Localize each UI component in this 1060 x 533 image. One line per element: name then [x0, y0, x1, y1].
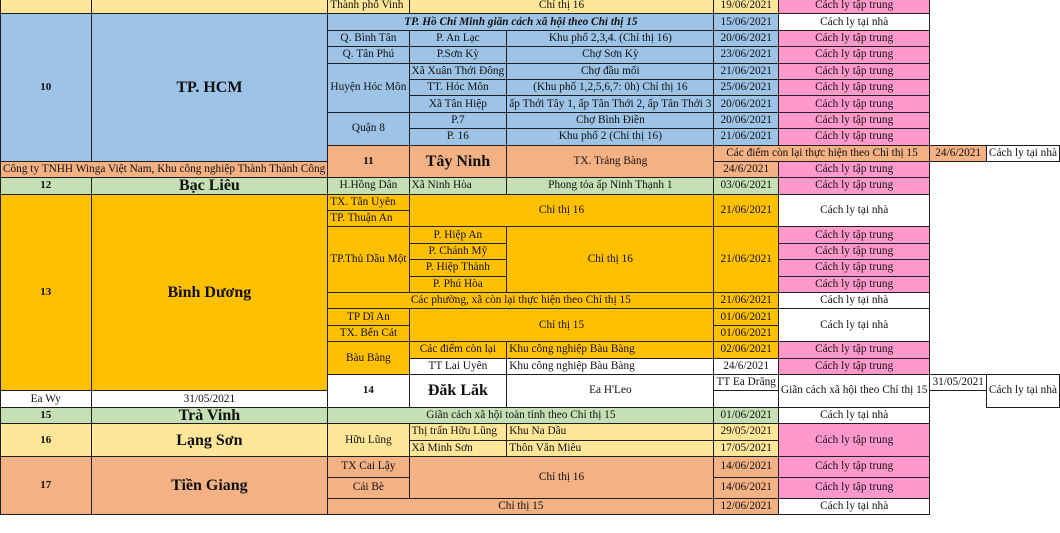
- province-number: 12: [1, 178, 92, 194]
- district-cell: TX. Bến Cát: [328, 325, 409, 341]
- status-cell: Cách ly tập trung: [778, 79, 930, 95]
- province-number: [1, 0, 92, 14]
- date-cell: 14/06/2021: [714, 477, 778, 498]
- status-cell: Cách ly tập trung: [778, 260, 930, 276]
- province-number: 11: [328, 145, 409, 178]
- province-number: 14: [328, 374, 409, 407]
- measure-cell: Chỉ thị 15: [328, 498, 714, 514]
- date-cell: 21/06/2021: [714, 227, 778, 293]
- date-cell: 23/06/2021: [714, 47, 778, 63]
- district-cell: Hữu Lũng: [328, 424, 409, 457]
- measure-cell: Các phường, xã còn lại thực hiện theo Chỉ thị 15: [328, 293, 714, 309]
- measure-cell: Chỉ thị 16: [409, 456, 714, 498]
- province-name: [91, 0, 328, 14]
- ward-cell: TT Ea Drăng: [714, 374, 778, 390]
- date-cell: 20/06/2021: [714, 30, 778, 46]
- district-cell: Quận 8: [328, 112, 409, 145]
- measure-cell: Chỉ thị 15: [409, 309, 714, 342]
- measure-cell: Các điểm còn lại thực hiện theo Chỉ thị 15: [714, 145, 930, 161]
- status-cell: Cách ly tập trung: [778, 129, 930, 145]
- table-row: [1, 14, 1060, 30]
- district-cell: Ea H'Leo: [507, 374, 714, 407]
- ward-cell: Ea Wy: [1, 391, 92, 407]
- ward-cell: P. 16: [409, 129, 507, 145]
- date-cell: 24/6/2021: [714, 358, 778, 374]
- date-cell: 01/06/2021: [714, 407, 778, 423]
- date-cell: 21/06/2021: [714, 194, 778, 227]
- date-cell: 25/06/2021: [714, 79, 778, 95]
- table-row: [1, 194, 1060, 210]
- status-cell: Cách ly tại nhà: [778, 407, 930, 423]
- status-cell: Cách ly tập trung: [778, 358, 930, 374]
- date-cell: 02/06/2021: [714, 342, 778, 358]
- province-name: Bình Dương: [91, 194, 328, 391]
- ward-cell: P.7: [409, 112, 507, 128]
- district-cell: Q. Tân Phú: [328, 47, 409, 63]
- status-cell: Cách ly tập trung: [778, 276, 930, 292]
- table-row: [1, 0, 1060, 14]
- province-name: Trà Vinh: [91, 407, 328, 423]
- district-cell: Huyện Hóc Môn: [328, 63, 409, 112]
- measure-cell: Thôn Văn Miêu: [507, 440, 714, 456]
- district-cell: Bàu Bàng: [328, 342, 409, 375]
- table-row: [1, 456, 1060, 477]
- status-cell: Cách ly tập trung: [778, 456, 930, 477]
- measure-cell: Khu phố 2 (Chỉ thị 16): [507, 129, 714, 145]
- ward-cell: P. Chánh Mỹ: [409, 243, 507, 259]
- date-cell: 24/6/2021: [714, 161, 778, 177]
- measure-cell: Chợ Sơn Kỳ: [507, 47, 714, 63]
- status-cell: Cách ly tại nhà: [778, 498, 930, 514]
- province-name: Bạc Liêu: [91, 178, 328, 194]
- status-cell: Cách ly tập trung: [778, 243, 930, 259]
- district-cell: TP.Thủ Dầu Một: [328, 227, 409, 293]
- district-cell: TX. Tân Uyên: [328, 194, 409, 210]
- date-cell: 12/06/2021: [714, 498, 778, 514]
- date-cell: 03/06/2021: [714, 178, 778, 194]
- measure-cell: Chợ Bình Điền: [507, 112, 714, 128]
- measure-cell: (Khu phố 1,2,5,6,7: 0h) Chỉ thị 16: [507, 79, 714, 95]
- date-cell: 20/06/2021: [714, 112, 778, 128]
- measure-cell: Công ty TNHH Winga Việt Nam, Khu công nghiệp Thành Thành Công: [1, 161, 328, 177]
- ward-cell: P.Sơn Kỳ: [409, 47, 507, 63]
- status-cell: Cách ly tập trung: [778, 342, 930, 358]
- status-cell: Cách ly tập trung: [778, 63, 930, 79]
- province-number: 16: [1, 424, 92, 457]
- status-cell: Cách ly tập trung: [778, 424, 930, 457]
- province-name: Tiền Giang: [91, 456, 328, 514]
- status-cell: Cách ly tập trung: [778, 96, 930, 112]
- date-cell: 15/06/2021: [714, 14, 778, 30]
- province-name: Đăk Lăk: [409, 374, 507, 407]
- measure-cell: TP. Hồ Chí Minh giãn cách xã hội theo Chỉ thị 15: [328, 14, 714, 30]
- district-cell: H.Hồng Dân: [328, 178, 409, 194]
- date-cell: 21/06/2021: [714, 129, 778, 145]
- measure-cell: Chỉ thị 16: [409, 194, 714, 227]
- measure-cell: Khu công nghiệp Bàu Bàng: [507, 342, 714, 358]
- table-row: [1, 424, 1060, 440]
- measure-cell: Khu phố 2,3,4. (Chỉ thị 16): [507, 30, 714, 46]
- ward-cell: TT. Hóc Môn: [409, 79, 507, 95]
- province-name: TP. HCM: [91, 14, 328, 162]
- ward-cell: Các điểm còn lại: [409, 342, 507, 358]
- ward-cell: TT Lai Uyên: [409, 358, 507, 374]
- ward-cell: P. Hiệp Thành: [409, 260, 507, 276]
- status-cell: Cách ly tại nhà: [986, 374, 1059, 407]
- ward-cell: P. Phú Hòa: [409, 276, 507, 292]
- date-cell: 20/06/2021: [714, 96, 778, 112]
- district-cell: TP. Thuận An: [328, 211, 409, 227]
- date-cell: 19/06/2021: [714, 0, 778, 14]
- measure-cell: Giãn cách xã hội toàn tỉnh theo Chỉ thị 15: [328, 407, 714, 423]
- status-cell: Cách ly tại nhà: [778, 309, 930, 342]
- province-number: 15: [1, 407, 92, 423]
- date-cell: 29/05/2021: [714, 424, 778, 440]
- date-cell: 21/06/2021: [714, 293, 778, 309]
- ward-cell: Xã Xuân Thới Đông: [409, 63, 507, 79]
- status-cell: Cách ly tập trung: [778, 0, 930, 14]
- date-cell: 01/06/2021: [714, 325, 778, 341]
- status-cell: Cách ly tập trung: [778, 47, 930, 63]
- status-cell: Cách ly tại nhà: [778, 14, 930, 30]
- measure-cell: Khu Na Dầu: [507, 424, 714, 440]
- district-cell: TX Cai Lậy: [328, 456, 409, 477]
- status-cell: Cách ly tập trung: [778, 161, 930, 177]
- date-cell: 31/05/2021: [91, 391, 328, 407]
- district-cell: TP Dĩ An: [328, 309, 409, 325]
- district-cell: TX. Trảng Bàng: [507, 145, 714, 178]
- province-name: Lạng Sơn: [91, 424, 328, 457]
- ward-cell: Xã Tân Hiệp: [409, 96, 507, 112]
- ward-cell: Xã Ninh Hòa: [409, 178, 507, 194]
- status-cell: Cách ly tập trung: [778, 477, 930, 498]
- province-number: 10: [1, 14, 92, 162]
- date-cell: 01/06/2021: [714, 309, 778, 325]
- province-number: 17: [1, 456, 92, 514]
- table-row: [1, 407, 1060, 423]
- date-cell: 17/05/2021: [714, 440, 778, 456]
- status-cell: Cách ly tập trung: [778, 227, 930, 243]
- district-cell: Thành phố Vinh: [328, 0, 409, 14]
- measure-cell: Chỉ thị 16: [507, 227, 714, 293]
- district-cell: Q. Bình Tân: [328, 30, 409, 46]
- district-cell: Cái Bè: [328, 477, 409, 498]
- measure-cell: Phong tỏa ấp Ninh Thạnh 1: [507, 178, 714, 194]
- measure-cell: Giãn cách xã hội theo Chỉ thị 15: [778, 374, 930, 407]
- status-cell: Cách ly tại nhà: [778, 293, 930, 309]
- table-row: [1, 178, 1060, 194]
- date-cell: 31/05/2021: [930, 374, 986, 390]
- ward-cell: Xã Minh Sơn: [409, 440, 507, 456]
- date-cell: 14/06/2021: [714, 456, 778, 477]
- measure-cell: ấp Thới Tây 1, ấp Tân Thới 2, ấp Tân Thới 3: [507, 96, 714, 112]
- date-cell: 24/6/2021: [930, 145, 986, 161]
- status-cell: Cách ly tập trung: [778, 178, 930, 194]
- status-cell: Cách ly tại nhà: [778, 194, 930, 227]
- ward-cell: P. Hiệp An: [409, 227, 507, 243]
- ward-cell: P. An Lạc: [409, 30, 507, 46]
- province-name: Tây Ninh: [409, 145, 507, 178]
- status-cell: Cách ly tại nhà: [986, 145, 1059, 161]
- measure-cell: Chỉ thị 16: [409, 0, 714, 14]
- ward-cell: Thị trấn Hữu Lũng: [409, 424, 507, 440]
- status-cell: Cách ly tập trung: [778, 30, 930, 46]
- measure-cell: Khu công nghiệp Bàu Bàng: [507, 358, 714, 374]
- measure-cell: Chợ đầu mối: [507, 63, 714, 79]
- province-number: 13: [1, 194, 92, 391]
- date-cell: 21/06/2021: [714, 63, 778, 79]
- status-cell: Cách ly tập trung: [778, 112, 930, 128]
